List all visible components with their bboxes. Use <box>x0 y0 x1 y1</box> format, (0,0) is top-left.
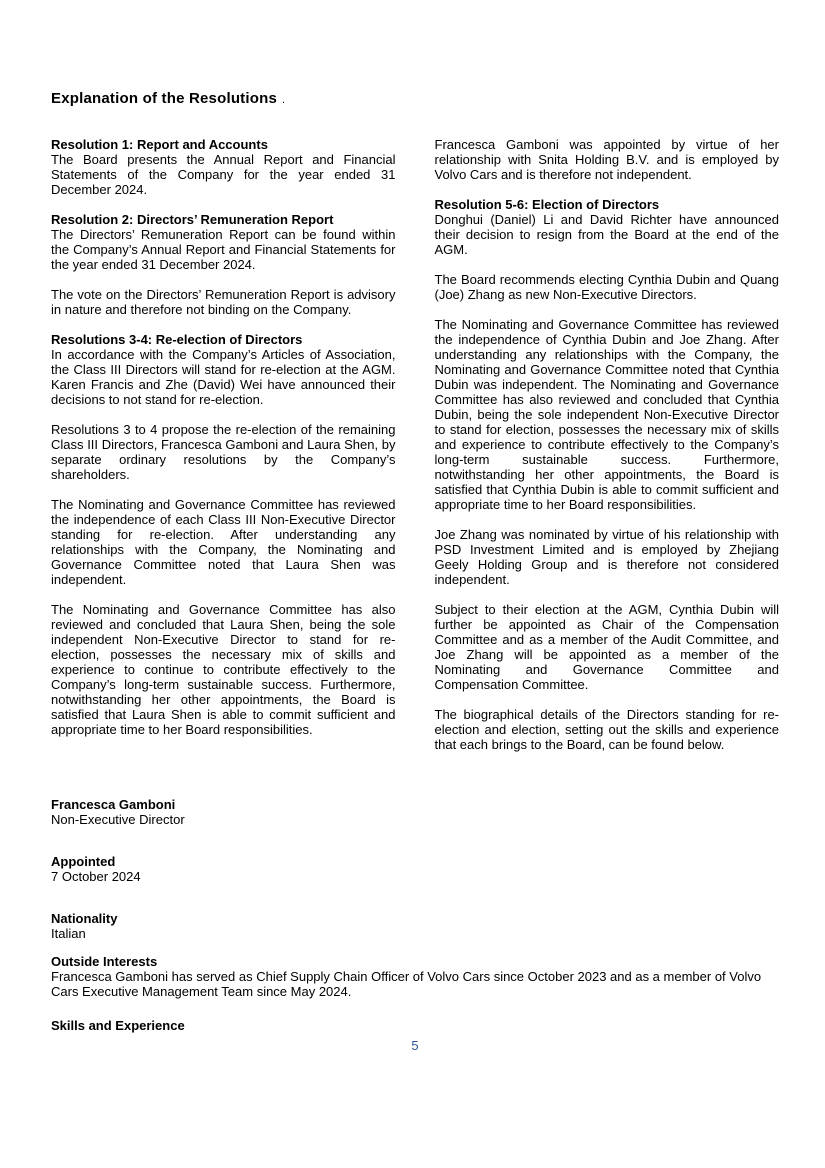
bio-appointed-block <box>51 854 779 884</box>
bio-skills-block <box>51 1018 779 1033</box>
body-paragraph: The Nominating and Governance Committee has reviewed the independence of Cynthia Dubin and Joe Zhang. After understanding any relationships with the Company, the Nominating and Governance Committee noted that Cynthia Dubin was independent. The Nominating and Governance Committee has also reviewed and concluded that Cynthia Dubin, being the sole independent Non-Executive Director to stand for election, possesses the necessary mix of skills and experience to contribute effectively to the Company’s long-term sustainable success. Furthermore, notwithstanding her other appointments, the Board is satisfied that Cynthia Dubin is able to commit sufficient and appropriate time to her Board responsibilities. <box>434 317 779 512</box>
body-paragraph: The Nominating and Governance Committee has reviewed the independence of each Class III Non-Executive Director standing for re-election. After understanding any relationships with the Company, the Nominating and Governance Committee noted that Laura Shen was independent. <box>51 497 396 587</box>
resolution-heading: Resolution 1: Report and Accounts <box>51 137 268 152</box>
bio-appointed-value: 7 October 2024 <box>51 869 141 884</box>
body-paragraph: The biographical details of the Directors standing for re-election and election, setting out the skills and experience that each brings to the Board, can be found below. <box>434 707 779 752</box>
body-paragraph: Subject to their election at the AGM, Cynthia Dubin will further be appointed as Chair of the Compensation Committee and as a member of the Audit Committee, and Joe Zhang will be appointed as a member of the Nominating and Governance Committee and Compensation Committee. <box>434 602 779 692</box>
body-paragraph: The Directors’ Remuneration Report can be found within the Company’s Annual Report and Financial Statements for the year ended 31 December 2024. <box>51 227 396 272</box>
body-paragraph: In accordance with the Company’s Articles of Association, the Class III Directors will stand for re-election at the AGM. Karen Francis and Zhe (David) Wei have announced their decisions to not stand for re-election. <box>51 347 396 407</box>
body-paragraph: The Board recommends electing Cynthia Dubin and Quang (Joe) Zhang as new Non-Executive Directors. <box>434 272 779 302</box>
page-title-text: Explanation of the Resolutions <box>51 90 278 107</box>
body-paragraph: The Board presents the Annual Report and Financial Statements of the Company for the year ended 31 December 2024. <box>51 152 396 197</box>
bio-nationality-label: Nationality <box>51 911 118 926</box>
bio-name-block <box>51 797 779 827</box>
body-paragraph: The Nominating and Governance Committee has also reviewed and concluded that Laura Shen, being the sole independent Non-Executive Director to stand for re-election, possesses the necessary mix of skills and experience to continue to contribute effectively to the Company’s long-term sustainable success. Furthermore, notwithstanding her other appointments, the Board is satisfied that Laura Shen is able to commit sufficient and appropriate time to her Board responsibilities. <box>51 602 396 737</box>
page-title <box>51 90 779 107</box>
bio-outside-interests-label: Outside Interests <box>51 954 158 969</box>
two-column-body <box>51 137 779 767</box>
body-paragraph: Joe Zhang was nominated by virtue of his relationship with PSD Investment Limited and is employed by Zhejiang Geely Holding Group and is therefore not considered independent. <box>434 527 779 587</box>
resolution-heading: Resolution 2: Directors’ Remuneration Report <box>51 212 334 227</box>
bio-nationality-block <box>51 911 779 941</box>
director-bio-section <box>51 797 779 1033</box>
page-number: 5 <box>411 1038 419 1053</box>
bio-appointed-label: Appointed <box>51 854 116 869</box>
body-paragraph: The vote on the Directors’ Remuneration Report is advisory in nature and therefore not binding on the Company. <box>51 287 396 317</box>
bio-skills-label: Skills and Experience <box>51 1018 185 1033</box>
resolution-heading: Resolutions 3-4: Re-election of Directors <box>51 332 303 347</box>
body-paragraph: Donghui (Daniel) Li and David Richter have announced their decision to resign from the Board at the end of the AGM. <box>434 212 779 257</box>
left-column <box>51 137 396 767</box>
body-paragraph: Resolutions 3 to 4 propose the re-election of the remaining Class III Directors, Francesca Gamboni and Laura Shen, by separate ordinary resolutions by the Company’s shareholders. <box>51 422 396 482</box>
right-column <box>435 137 780 767</box>
bio-name: Francesca Gamboni <box>51 797 176 812</box>
bio-outside-interests-block <box>51 954 779 999</box>
title-dot: . <box>282 94 286 106</box>
bio-outside-interests-text: Francesca Gamboni has served as Chief Supply Chain Officer of Volvo Cars since October 2023 and as a member of Volvo Cars Executive Management Team since May 2024. <box>51 969 762 999</box>
body-paragraph: Francesca Gamboni was appointed by virtue of her relationship with Snita Holding B.V. and is employed by Volvo Cars and is therefore not independent. <box>434 137 779 182</box>
bio-role: Non-Executive Director <box>51 812 185 827</box>
bio-nationality-value: Italian <box>51 926 86 941</box>
resolution-heading: Resolution 5-6: Election of Directors <box>434 197 660 212</box>
